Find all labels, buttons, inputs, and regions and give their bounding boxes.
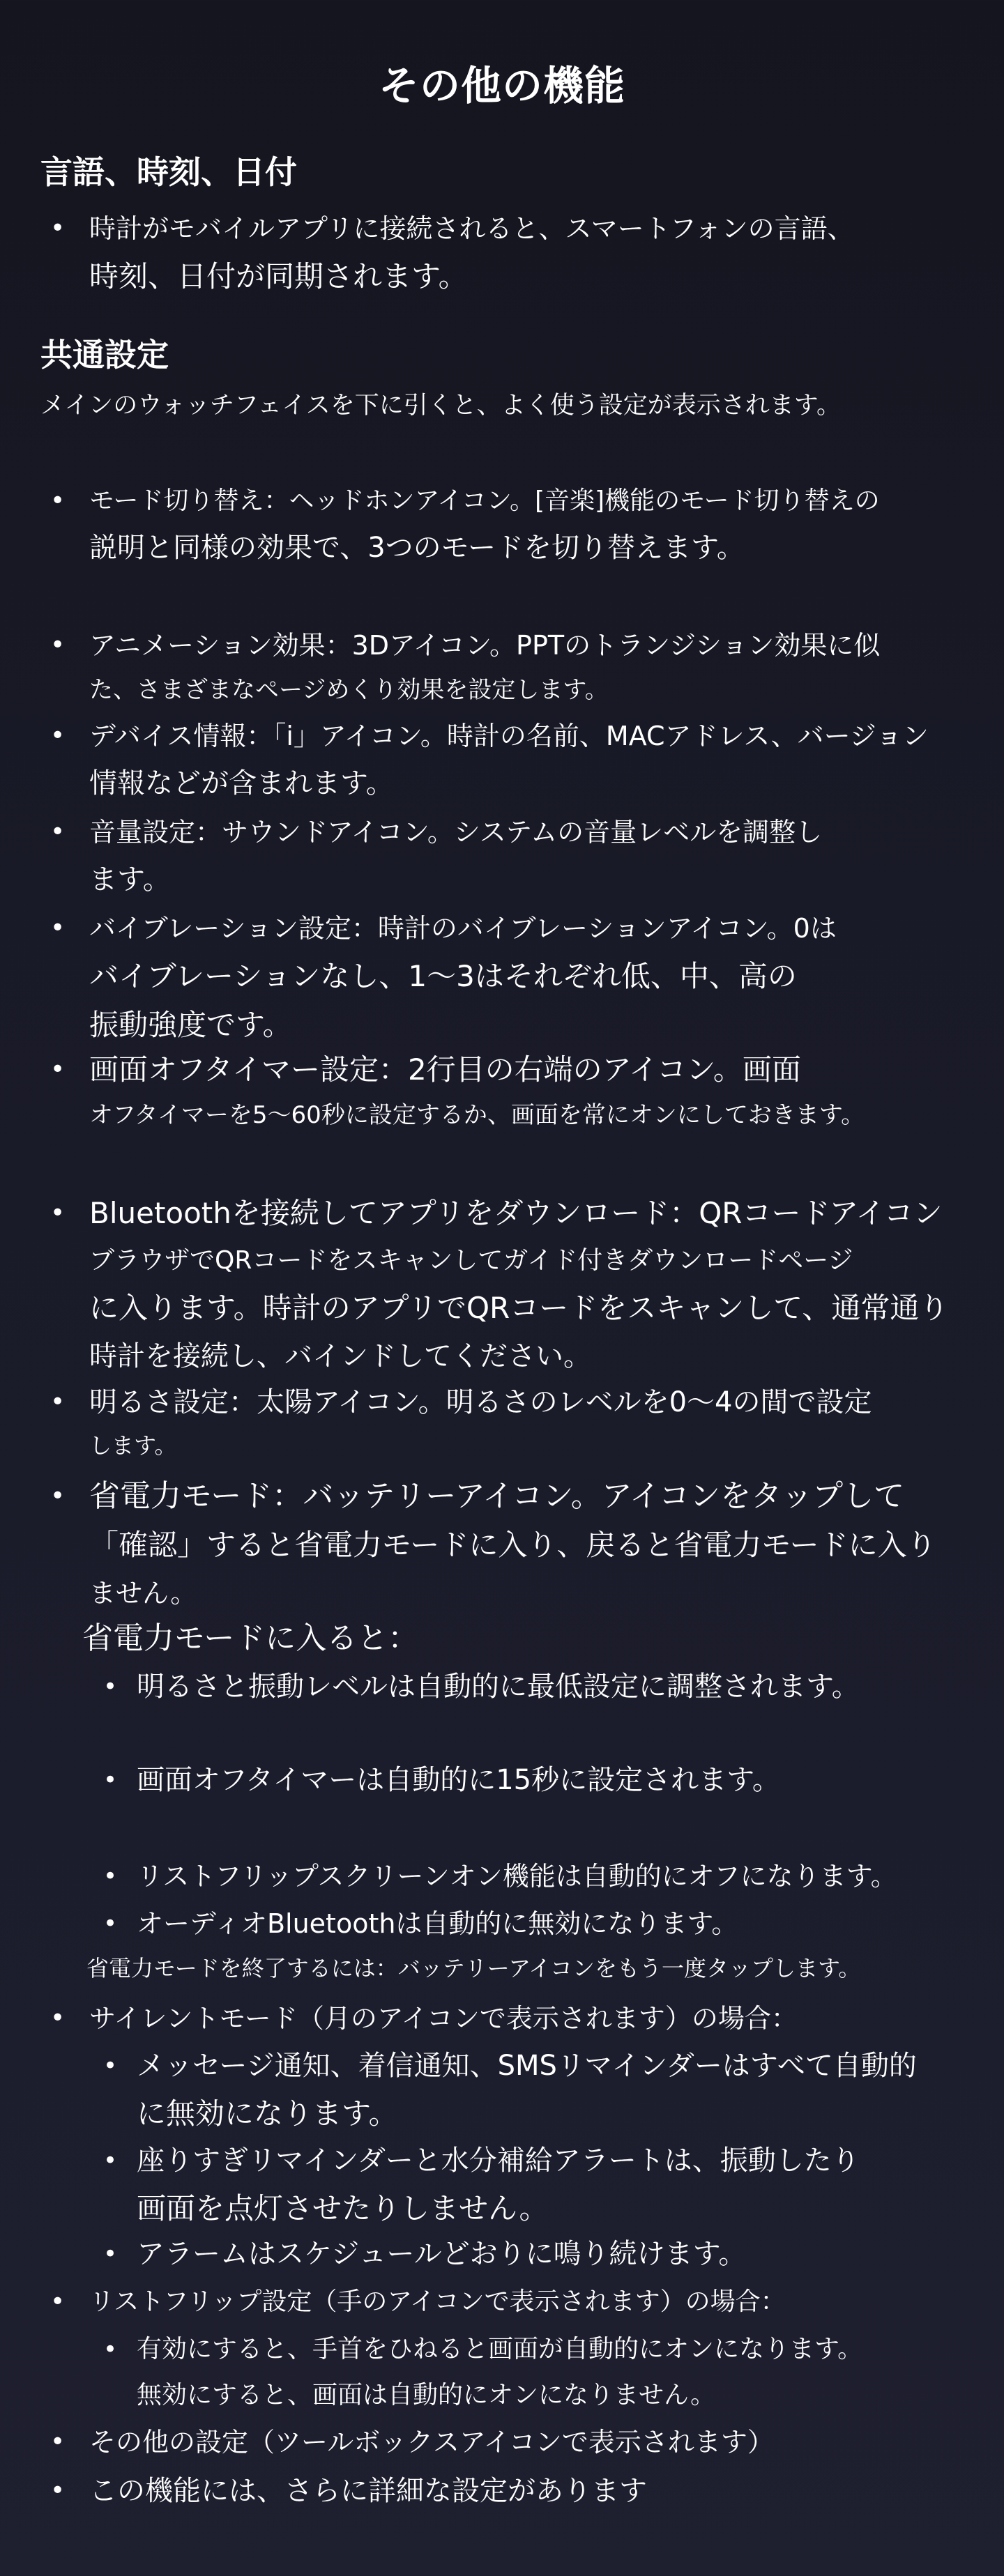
list-item-text: サイレントモード（月のアイコンで表示されます）の場合： xyxy=(89,2003,798,2034)
bullet-dot: • xyxy=(50,2287,66,2316)
sub-list-item xyxy=(103,1663,968,1712)
list-item-text: 時計がモバイルアプリに接続されると、スマートフォンの言語、 xyxy=(89,213,854,244)
sub-list-item xyxy=(103,2042,968,2137)
list-item-wrist-flip xyxy=(50,2279,957,2325)
list-item-text: 「確認」すると省電力モードに入り、戻ると省電力モードに入り xyxy=(89,1528,936,1562)
bullet-dot: • xyxy=(50,2476,66,2505)
bullet-dot: • xyxy=(50,631,66,659)
sub-list-item-text: メッセージ通知、着信通知、SMSリマインダーはすべて自動的 xyxy=(137,2050,917,2082)
list-item-volume xyxy=(50,808,957,903)
bullet-dot: • xyxy=(50,1199,66,1227)
sub-list-item xyxy=(103,1756,968,1805)
list-item-text: バイブレーションなし、1〜3はそれぞれ低、中、高の xyxy=(89,959,797,993)
list-item-text: 振動強度です。 xyxy=(89,1008,292,1042)
list-item-text: リストフリップ設定（手のアイコンで表示されます）の場合： xyxy=(89,2287,786,2316)
sub-list-item-text: オーディオBluetoothは自動的に無効になります。 xyxy=(137,1908,738,1939)
list-item-vibration xyxy=(50,905,957,1044)
list-item-other-settings xyxy=(50,2418,957,2464)
list-item-text: 省電力モード：バッテリーアイコン。アイコンをタップして xyxy=(89,1478,905,1514)
bullet-dot: • xyxy=(50,2004,66,2032)
page-title: その他の機能 xyxy=(378,62,625,109)
list-item-mode xyxy=(50,478,957,569)
list-item-text: 明るさ設定：太陽アイコン。明るさのレベルを0〜4の間で設定 xyxy=(89,1386,872,1418)
list-item-text: 説明と同様の効果で、3つのモードを切り替えます。 xyxy=(89,532,745,564)
bullet-dot: • xyxy=(103,1766,118,1794)
list-item-text: 画面オフタイマー設定：2行目の右端のアイコン。画面 xyxy=(89,1052,801,1087)
sub-list-item xyxy=(103,2230,968,2278)
section-intro: メインのウォッチフェイスを下に引くと、よく使う設定が表示されます。 xyxy=(40,392,842,420)
section-heading-language: 言語、時刻、日付 xyxy=(40,153,297,191)
bullet-dot: • xyxy=(50,486,66,515)
sub-list-item-text: アラームはスケジュールどおりに鳴り続けます。 xyxy=(137,2238,747,2270)
sub-list-item-text: 明るさと振動レベルは自動的に最低設定に調整されます。 xyxy=(137,1671,860,1703)
list-item-device-info xyxy=(50,712,957,807)
sub-list-item-text: リストフリップスクリーンオン機能は自動的にオフになります。 xyxy=(137,1861,897,1892)
list-item-text: 情報などが含まれます。 xyxy=(89,767,394,799)
list-item-power-saving xyxy=(50,1472,957,1618)
sub-list-item xyxy=(103,1900,968,1947)
list-item-silent-mode xyxy=(50,1995,957,2042)
list-item-text: デバイス情報：「i」アイコン。時計の名前、MACアドレス、バージョン xyxy=(89,721,929,751)
bullet-dot: • xyxy=(50,818,66,846)
section-heading-common: 共通設定 xyxy=(40,336,169,374)
sub-list-item-text: 画面を点灯させたりしません。 xyxy=(137,2191,549,2225)
sub-list-item xyxy=(103,1853,968,1900)
power-saving-enter-heading: 省電力モードに入ると： xyxy=(82,1620,419,1656)
sub-list-item-text: 座りすぎリマインダーと水分補給アラートは、振動したり xyxy=(137,2145,860,2177)
bullet-dot: • xyxy=(50,1482,66,1510)
list-item-text: 音量設定：サウンドアイコン。システムの音量レベルを調整し xyxy=(89,817,823,848)
list-item-text: 時刻、日付が同期されます。 xyxy=(89,259,468,293)
sub-list-item xyxy=(103,2137,968,2232)
list-item-text: ます。 xyxy=(89,864,171,896)
bullet-dot: • xyxy=(103,2336,118,2363)
bullet-dot: • xyxy=(103,1862,118,1890)
bullet-dot: • xyxy=(50,1055,66,1084)
power-saving-exit-note: 省電力モードを終了するには：バッテリーアイコンをもう一度タップします。 xyxy=(86,1955,861,1981)
bullet-dot: • xyxy=(50,1388,66,1416)
bullet-dot: • xyxy=(50,914,66,942)
list-item-text: その他の設定（ツールボックスアイコンで表示されます） xyxy=(89,2427,774,2458)
sub-list-item-text: 画面オフタイマーは自動的に15秒に設定されます。 xyxy=(137,1764,780,1796)
list-item-text: アニメーション効果：3Dアイコン。PPTのトランジション効果に似 xyxy=(89,630,881,661)
list-item-animation xyxy=(50,622,957,712)
list-item-text: この機能には、さらに詳細な設定があります xyxy=(89,2475,647,2507)
list-item-text: 時計を接続し、バインドしてください。 xyxy=(89,1340,591,1372)
list-item-text: オフタイマーを5〜60秒に設定するか、画面を常にオンにしておきます。 xyxy=(89,1101,865,1129)
list-item-screen-off-timer xyxy=(50,1045,957,1143)
sub-list-item-text: 無効にすると、画面は自動的にオンになりません。 xyxy=(137,2381,716,2409)
list-item xyxy=(50,205,957,302)
bullet-dot: • xyxy=(50,721,66,750)
sub-list-item-text: に無効になります。 xyxy=(137,2096,398,2131)
bullet-dot: • xyxy=(103,2052,118,2080)
bullet-dot: • xyxy=(50,2428,66,2456)
bullet-dot: • xyxy=(103,1673,118,1701)
sub-list-item xyxy=(103,2326,968,2420)
list-item-text: に入ります。時計のアプリでQRコードをスキャンして、通常通り xyxy=(89,1291,949,1325)
list-item-more-settings xyxy=(50,2467,957,2516)
list-item-brightness xyxy=(50,1379,957,1466)
list-item-text: た、さまざまなページめくり効果を設定します。 xyxy=(89,676,609,704)
bullet-dot: • xyxy=(103,2147,118,2175)
bullet-dot: • xyxy=(50,214,66,243)
list-item-text: します。 xyxy=(89,1432,177,1459)
bullet-dot: • xyxy=(103,2240,118,2268)
list-item-text: モード切り替え：ヘッドホンアイコン。[音楽]機能のモード切り替えの xyxy=(89,486,880,515)
list-item-bluetooth xyxy=(50,1189,957,1381)
sub-list-item-text: 有効にすると、手首をひねると画面が自動的にオンになります。 xyxy=(137,2335,863,2363)
bullet-dot: • xyxy=(103,1910,118,1938)
list-item-text: ブラウザでQRコードをスキャンしてガイド付きダウンロードページ xyxy=(89,1246,853,1275)
list-item-text: ません。 xyxy=(89,1578,197,1609)
list-item-text: バイブレーション設定：時計のバイブレーションアイコン。0は xyxy=(89,913,837,944)
list-item-text: Bluetoothを接続してアプリをダウンロード：QRコードアイコン xyxy=(89,1196,943,1230)
